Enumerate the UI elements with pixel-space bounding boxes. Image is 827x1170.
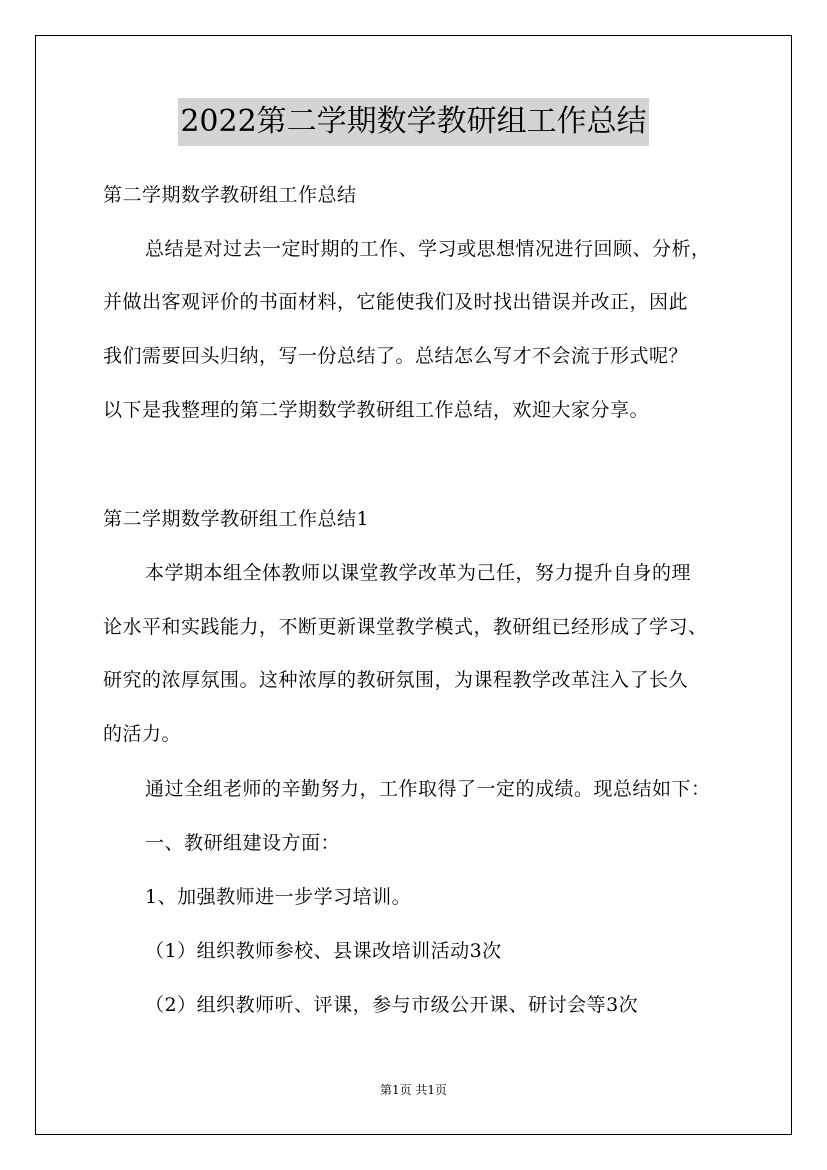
summary-line: 通过全组老师的辛勤努力，工作取得了一定的成绩。现总结如下： <box>145 778 711 800</box>
section1-line-1: 本学期本组全体教师以课堂教学改革为己任，努力提升自身的理 <box>145 562 692 584</box>
document-title-wrap <box>0 98 827 150</box>
intro-line-3: 我们需要回头归纳，写一份总结了。总结怎么写才不会流于形式呢？ <box>103 345 689 367</box>
section1-line-4: 的活力。 <box>103 723 182 745</box>
document-title: 2022第二学期数学教研组工作总结 <box>178 98 648 146</box>
item-1: 1、加强教师进一步学习培训。 <box>145 886 412 908</box>
section1-heading: 第二学期数学教研组工作总结1 <box>103 508 370 530</box>
heading-one: 一、教研组建设方面： <box>145 832 341 854</box>
sub-item-2: （2）组织教师听、评课，参与市级公开课、研讨会等3次 <box>145 994 639 1016</box>
intro-line-2: 并做出客观评价的书面材料，它能使我们及时找出错误并改正，因此 <box>103 291 689 313</box>
section1-line-3: 研究的浓厚氛围。这种浓厚的教研氛围，为课程教学改革注入了长久 <box>103 669 689 691</box>
section1-line-2: 论水平和实践能力，不断更新课堂教学模式，教研组已经形成了学习、 <box>103 616 708 638</box>
sub-item-1: （1）组织教师参校、县课改培训活动3次 <box>145 940 502 962</box>
intro-line-1: 总结是对过去一定时期的工作、学习或思想情况进行回顾、分析， <box>145 238 711 260</box>
subtitle: 第二学期数学教研组工作总结 <box>103 184 357 206</box>
page-number-footer: 第1页 共1页 <box>379 1083 448 1097</box>
intro-line-4: 以下是我整理的第二学期数学教研组工作总结，欢迎大家分享。 <box>103 399 650 421</box>
